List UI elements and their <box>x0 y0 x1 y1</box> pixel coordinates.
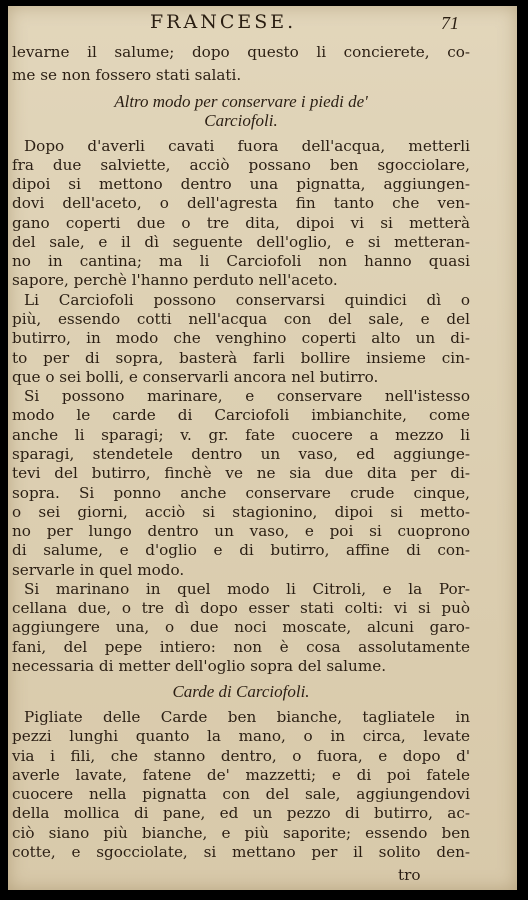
text-line: no per lungo dentro un vaso, e poi si cuoprono <box>12 522 470 540</box>
text-line: que o sei bolli, e conservarli ancora nel butirro. <box>12 367 379 386</box>
page-header <box>8 8 517 34</box>
text-line: del sale, e il dì seguente dell'oglio, e si metteran- <box>12 232 470 251</box>
text-line: Si possono marinare, e conservare nell'istesso <box>24 387 470 406</box>
text-line: pezzi lunghi quanto la mano, o in circa, levate <box>12 727 470 746</box>
page-number: 71 <box>441 13 459 33</box>
book-page <box>8 6 517 890</box>
section-heading: Altro modo per conservare i piedi de' <box>114 92 368 112</box>
text-line: Li Carciofoli possono conservarsi quindici dì o <box>24 290 470 309</box>
text-line: fani, del pepe intiero: non è cosa assolutamente <box>12 637 470 656</box>
text-line: cotte, e sgocciolate, si mettano per il solito den- <box>12 843 470 861</box>
text-line: tevi del butirro, finchè ve ne sia due dita per di- <box>12 464 470 483</box>
text-line: Dopo d'averli cavati fuora dell'acqua, metterli <box>24 136 470 155</box>
text-line: butirro, in modo che venghino coperti alto un di- <box>12 329 470 348</box>
text-line: to per di sopra, basterà farli bollire insieme cin- <box>12 348 470 367</box>
text-line: gano coperti due o tre dita, dipoi vi si metterà <box>12 213 470 232</box>
text-line: ciò siano più bianche, e più saporite; essendo ben <box>12 823 470 842</box>
text-line: averle lavate, fatene de' mazzetti; e di poi fatele <box>12 765 470 784</box>
text-line: fra due salviette, acciò possano ben sgocciolare, <box>12 155 470 174</box>
text-line: levarne il salume; dopo questo li concierete, co- <box>12 43 470 61</box>
text-line: della mollica di pane, ed un pezzo di butirro, ac- <box>12 804 470 823</box>
text-line: sopra. Si ponno anche conservare crude cinque, <box>12 483 470 502</box>
text-line: sparagi, stendetele dentro un vaso, ed aggiunge- <box>12 444 470 463</box>
text-line: più, essendo cotti nell'acqua con del sale, e del <box>12 310 470 328</box>
text-line: no in cantina; ma li Carciofoli non hanno quasi <box>12 252 470 271</box>
text-line: sapore, perchè l'hanno perduto nell'aceto. <box>12 271 338 290</box>
text-line: servarle in quel modo. <box>12 560 185 579</box>
text-line: aggiungere una, o due noci moscate, alcuni garo- <box>12 618 470 637</box>
text-line: dovi dell'aceto, o dell'agresta fin tanto che ven- <box>12 194 470 213</box>
text-line: o sei giorni, acciò si stagionino, dipoi si metto- <box>12 502 470 521</box>
catchword: tro <box>398 866 421 884</box>
text-line: necessaria di metter dell'oglio sopra del salume. <box>12 657 387 675</box>
text-line: via i fili, che stanno dentro, o fuora, e dopo d' <box>12 746 470 765</box>
text-line: me se non fossero stati salati. <box>12 66 242 85</box>
text-line: cuocere nella pignatta con del sale, aggiungendovi <box>12 785 470 804</box>
text-line: Si marinano in quel modo li Citroli, e la Por- <box>24 579 470 598</box>
text-line: di salume, e d'oglio e di butirro, affine di con- <box>12 541 470 560</box>
section-heading: Carciofoli. <box>204 111 278 131</box>
text-line: dipoi si mettono dentro una pignatta, aggiungen- <box>12 175 470 193</box>
running-title: FRANCESE. <box>150 11 297 33</box>
text-line: anche li sparagi; v. gr. fate cuocere a mezzo li <box>12 425 470 444</box>
section-heading: Carde di Carciofoli. <box>172 682 310 701</box>
text-line: modo le carde di Carciofoli imbianchite, come <box>12 406 470 425</box>
text-line: cellana due, o tre dì dopo esser stati colti: vi si può <box>12 599 470 618</box>
text-line: Pigliate delle Carde ben bianche, tagliatele in <box>24 708 470 727</box>
